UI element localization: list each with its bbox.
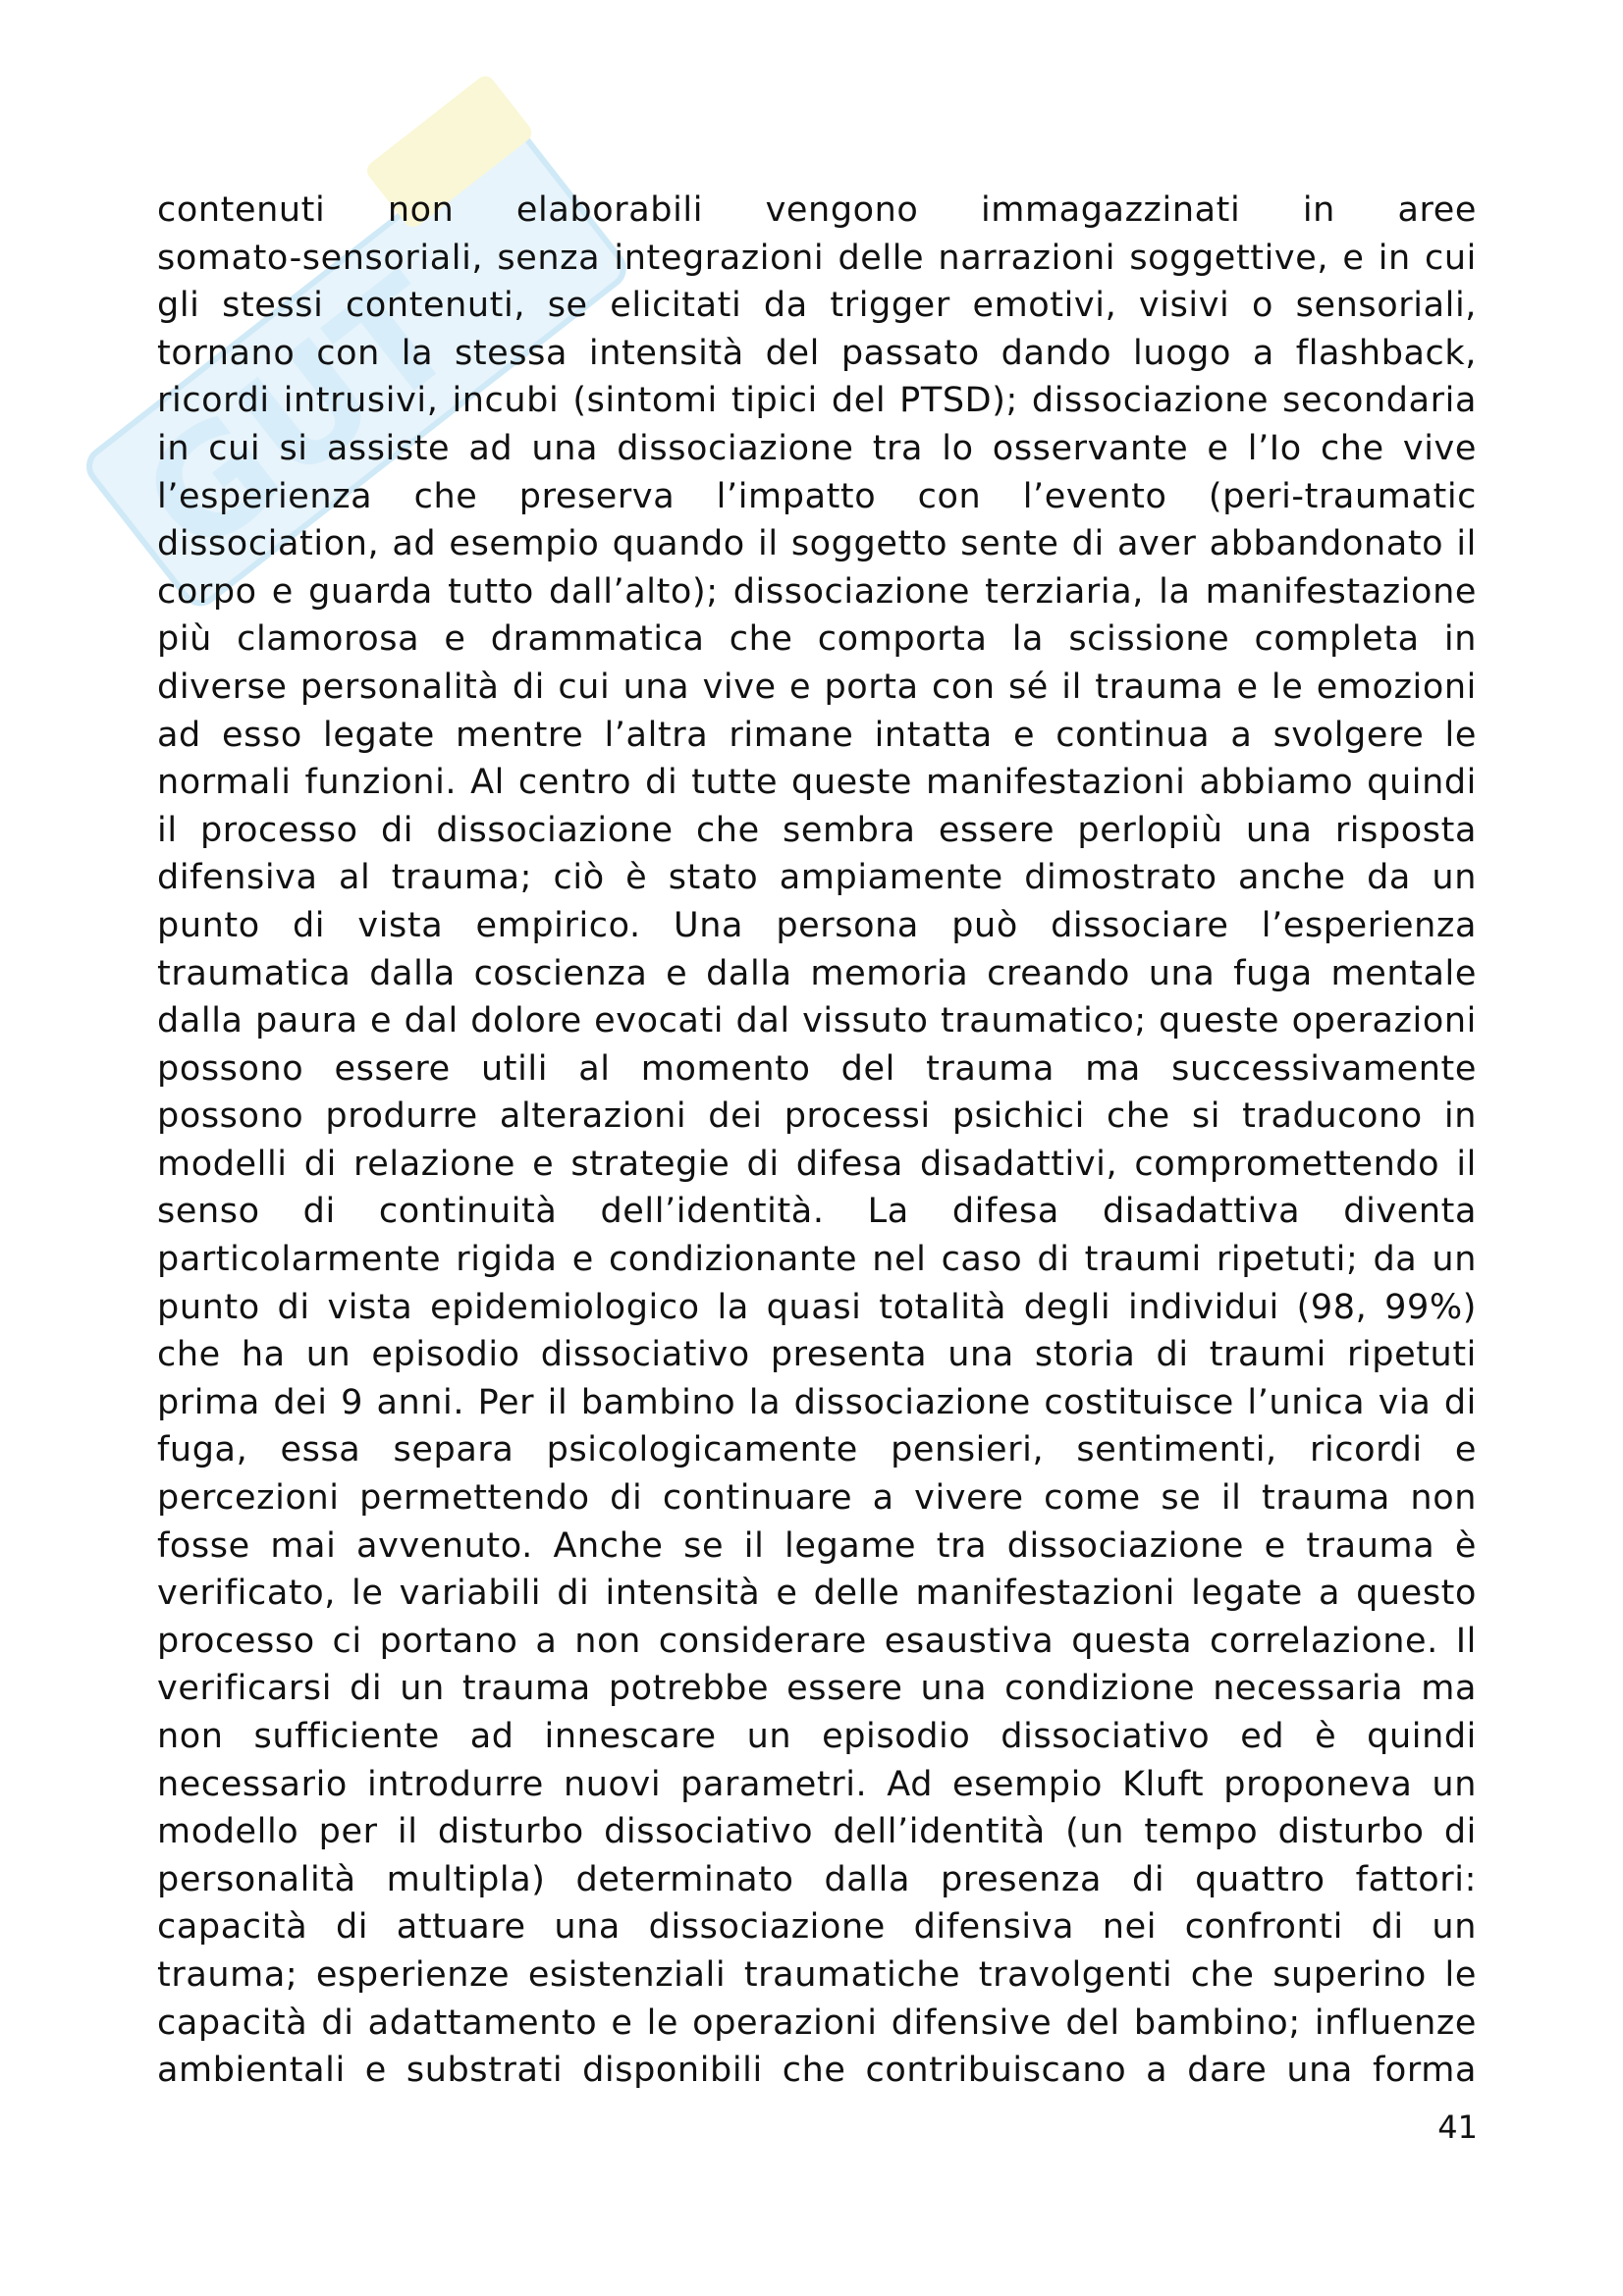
text-line: capacità di adattamento e le operazioni difensive del bambino; influenze bbox=[157, 2002, 1477, 2043]
text-line: corpo e guarda tutto dall’alto); dissociazione terziaria, la manifestazione bbox=[157, 571, 1477, 612]
text-line: dissociation, ad esempio quando il soggetto sente di aver abbandonato il bbox=[157, 524, 1477, 564]
text-line: l’esperienza che preserva l’impatto con l’evento (peri-traumatic bbox=[157, 476, 1477, 516]
text-line: contenuti non elaborabili vengono immagazzinati in aree bbox=[157, 190, 1477, 230]
text-line: trauma; esperienze esistenziali traumatiche travolgenti che superino le bbox=[157, 1954, 1477, 1995]
text-line: ricordi intrusivi, incubi (sintomi tipici del PTSD); dissociazione secondaria bbox=[157, 381, 1477, 421]
text-line: personalità multipla) determinato dalla presenza di quattro fattori: bbox=[157, 1859, 1477, 1899]
text-line: il processo di dissociazione che sembra essere perlopiù una risposta bbox=[157, 810, 1477, 850]
text-line: fuga, essa separa psicologicamente pensieri, sentimenti, ricordi e bbox=[157, 1430, 1477, 1470]
text-line: ad esso legate mentre l’altra rimane intatta e continua a svolgere le bbox=[157, 715, 1477, 755]
text-line: ambientali e substrati disponibili che contribuiscano a dare una forma bbox=[157, 2051, 1477, 2091]
text-line: tornano con la stessa intensità del passato dando luogo a flashback, bbox=[157, 333, 1477, 373]
text-line: che ha un episodio dissociativo presenta una storia di traumi ripetuti bbox=[157, 1335, 1477, 1375]
text-line: senso di continuità dell’identità. La difesa disadattiva diventa bbox=[157, 1192, 1477, 1232]
text-line: somato-sensoriali, senza integrazioni delle narrazioni soggettive, e in cui bbox=[157, 238, 1477, 278]
text-line: processo ci portano a non considerare esaustiva questa correlazione. Il bbox=[157, 1621, 1477, 1661]
text-line: punto di vista empirico. Una persona può dissociare l’esperienza bbox=[157, 905, 1477, 945]
text-line: punto di vista epidemiologico la quasi totalità degli individui (98, 99%) bbox=[157, 1287, 1477, 1327]
text-line: modelli di relazione e strategie di difesa disadattivi, compromettendo il bbox=[157, 1144, 1477, 1184]
text-line: verificato, le variabili di intensità e delle manifestazioni legate a questo bbox=[157, 1574, 1477, 1614]
text-line: difensiva al trauma; ciò è stato ampiamente dimostrato anche da un bbox=[157, 858, 1477, 898]
text-line: gli stessi contenuti, se elicitati da trigger emotivi, visivi o sensoriali, bbox=[157, 286, 1477, 326]
text-line: modello per il disturbo dissociativo dell’identità (un tempo disturbo di bbox=[157, 1812, 1477, 1852]
page-number: 41 bbox=[1437, 2109, 1478, 2146]
text-line: particolarmente rigida e condizionante nel caso di traumi ripetuti; da un bbox=[157, 1240, 1477, 1280]
text-line: normali funzioni. Al centro di tutte queste manifestazioni abbiamo quindi bbox=[157, 763, 1477, 803]
text-line: prima dei 9 anni. Per il bambino la dissociazione costituisce l’unica via di bbox=[157, 1382, 1477, 1422]
text-line: in cui si assiste ad una dissociazione tra lo osservante e l’Io che vive bbox=[157, 428, 1477, 468]
text-line: percezioni permettendo di continuare a vivere come se il trauma non bbox=[157, 1478, 1477, 1519]
text-line: diverse personalità di cui una vive e porta con sé il trauma e le emozioni bbox=[157, 667, 1477, 707]
watermark-text: GUT bbox=[112, 244, 487, 589]
text-line: fosse mai avvenuto. Anche se il legame tra dissociazione e trauma è bbox=[157, 1525, 1477, 1566]
body-paragraph bbox=[157, 187, 1477, 2095]
text-line: più clamorosa e drammatica che comporta la scissione completa in bbox=[157, 619, 1477, 660]
text-line: traumatica dalla coscienza e dalla memoria creando una fuga mentale bbox=[157, 953, 1477, 993]
text-line: necessario introdurre nuovi parametri. Ad esempio Kluft proponeva un bbox=[157, 1764, 1477, 1804]
text-line: non sufficiente ad innescare un episodio dissociativo ed è quindi bbox=[157, 1717, 1477, 1756]
text-line: possono produrre alterazioni dei processi psichici che si traducono in bbox=[157, 1096, 1477, 1137]
text-line: possono essere utili al momento del trauma ma successivamente bbox=[157, 1048, 1477, 1089]
text-line: dalla paura e dal dolore evocati dal vissuto traumatico; queste operazioni bbox=[157, 1001, 1477, 1041]
text-line: verificarsi di un trauma potrebbe essere una condizione necessaria ma bbox=[157, 1669, 1477, 1709]
text-line: capacità di attuare una dissociazione difensiva nei confronti di un bbox=[157, 1907, 1477, 1948]
